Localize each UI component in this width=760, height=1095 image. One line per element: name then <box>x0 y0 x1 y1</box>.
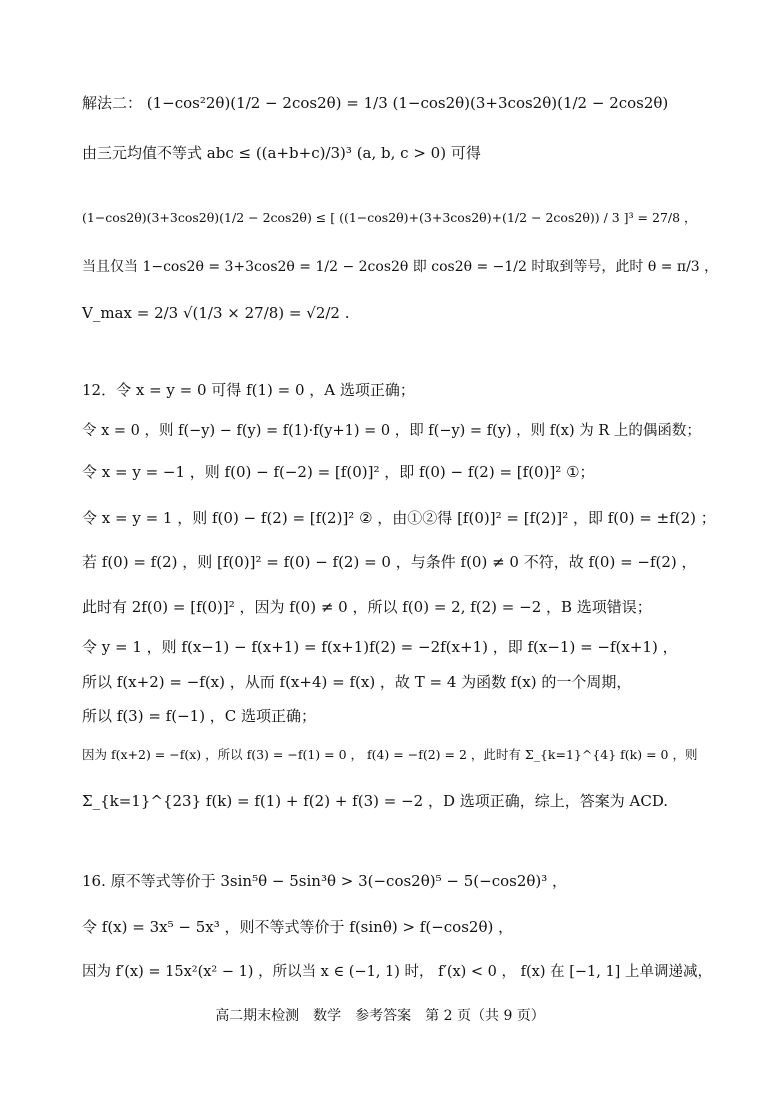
q16-line-2: 令 f(x) = 3x⁵ − 5x³ ，则不等式等价于 f(sinθ) > f(−cos2θ) ， <box>82 918 514 936</box>
am-gm-intro: 由三元均值不等式 abc ≤ ((a+b+c)/3)³ (a, b, c > 0) 可得 <box>82 144 481 162</box>
q12-line-1: 12．令 x = y = 0 可得 f(1) = 0 ，A 选项正确； <box>82 381 415 399</box>
q16-line-1: 16. 原不等式等价于 3sin⁵θ − 5sin³θ > 3(−cos2θ)⁵ − 5(−cos2θ)³ ， <box>82 872 568 890</box>
q12-line-4: 令 x = y = 1 ，则 f(0) − f(2) = [f(2)]² ② ，由①②得 [f(0)]² = [f(2)]² ，即 f(0) = ±f(2) ； <box>82 509 716 527</box>
q12-line-6: 此时有 2f(0) = [f(0)]² ，因为 f(0) ≠ 0 ，所以 f(0) = 2, f(2) = −2 ，B 选项错误； <box>82 598 652 616</box>
q12-line-3: 令 x = y = −1 ，则 f(0) − f(−2) = [f(0)]² ，即 f(0) − f(2) = [f(0)]² ①； <box>82 463 595 481</box>
q12-line-10: 因为 f(x+2) = −f(x) ，所以 f(3) = −f(1) = 0 ， f(4) = −f(2) = 2 ，此时有 Σ_{k=1}^{4} f(k) = 0 ，则 <box>82 747 698 762</box>
q16-line-3: 因为 f′(x) = 15x²(x² − 1) ，所以当 x ∈ (−1, 1) 时， f′(x) < 0 ， f(x) 在 [−1, 1] 上单调递减， <box>82 964 712 980</box>
solution-method-two: 解法二： (1−cos²2θ)(1/2 − 2cos2θ) = 1/3 (1−cos2θ)(3+3cos2θ)(1/2 − 2cos2θ) <box>82 94 669 112</box>
q12-line-8: 所以 f(x+2) = −f(x) ，从而 f(x+4) = f(x) ，故 T = 4 为函数 f(x) 的一个周期， <box>82 673 632 691</box>
equality-condition: 当且仅当 1−cos2θ = 3+3cos2θ = 1/2 − 2cos2θ 即 cos2θ = −1/2 时取到等号，此时 θ = π/3 ， <box>82 259 719 275</box>
am-gm-inequality: (1−cos2θ)(3+3cos2θ)(1/2 − 2cos2θ) ≤ [ ((1−cos2θ)+(3+3cos2θ)+(1/2 − 2cos2θ)) / 3 ]³ = 27/8 ， <box>82 210 697 225</box>
q12-line-11: Σ_{k=1}^{23} f(k) = f(1) + f(2) + f(3) = −2 ，D 选项正确，综上，答案为 ACD. <box>82 792 669 810</box>
q12-line-7: 令 y = 1 ，则 f(x−1) − f(x+1) = f(x+1)f(2) = −2f(x+1) ，即 f(x−1) = −f(x+1) ， <box>82 638 678 656</box>
q12-line-9: 所以 f(3) = f(−1) ，C 选项正确； <box>82 707 317 725</box>
page-footer: 高二期末检测 数学 参考答案 第 2 页（共 9 页） <box>215 1008 545 1024</box>
q12-line-5: 若 f(0) = f(2) ，则 [f(0)]² = f(0) − f(2) = 0 ，与条件 f(0) ≠ 0 不符，故 f(0) = −f(2) ， <box>82 553 697 571</box>
q12-line-2: 令 x = 0 ，则 f(−y) − f(y) = f(1)·f(y+1) = 0 ，即 f(−y) = f(y) ，则 f(x) 为 R 上的偶函数； <box>82 423 701 439</box>
v-max-result: V_max = 2/3 √(1/3 × 27/8) = √2/2 . <box>82 304 350 322</box>
